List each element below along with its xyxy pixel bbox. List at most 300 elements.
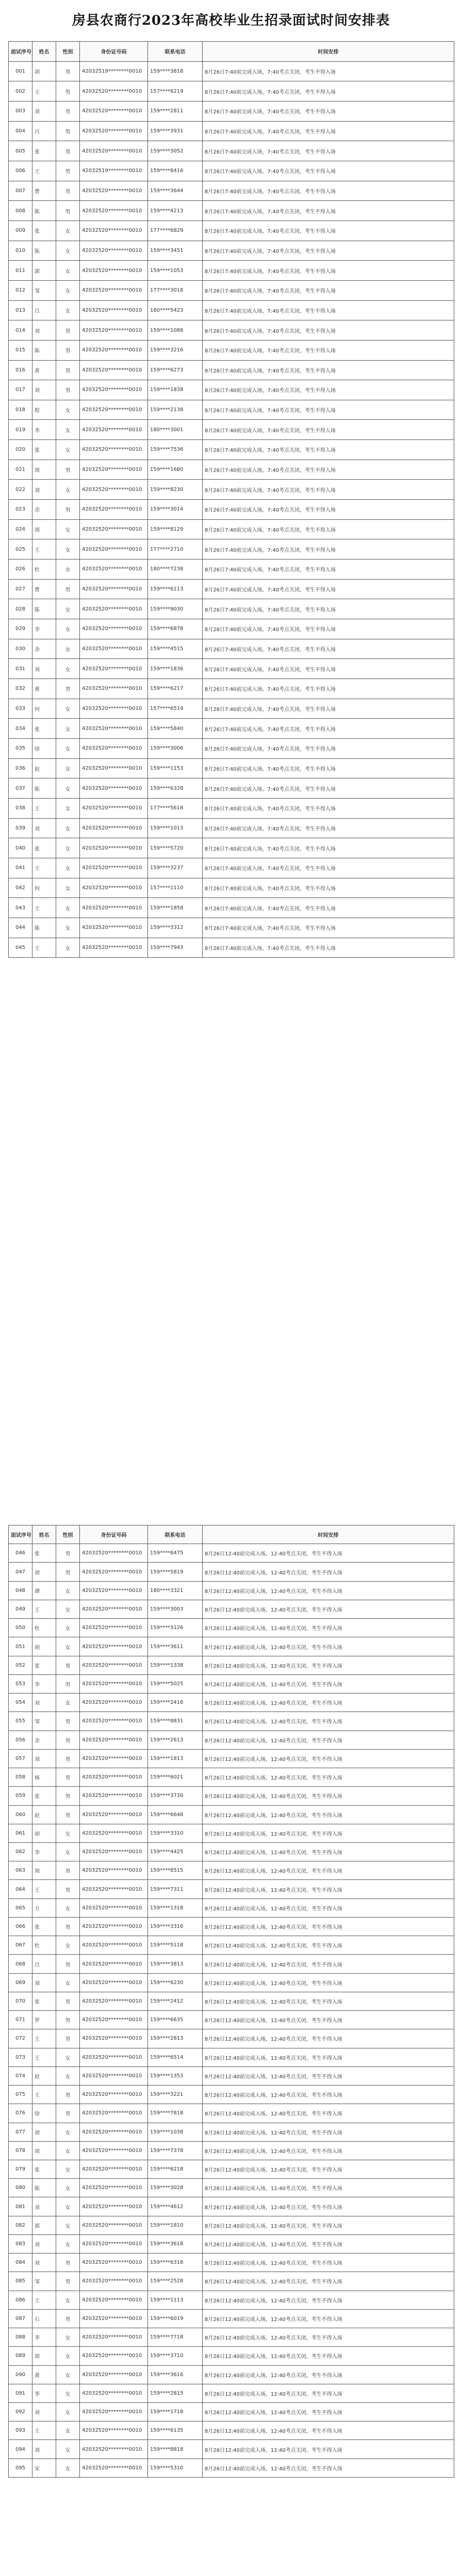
- cell-gender: 女: [56, 2179, 80, 2197]
- cell-phone: 159****1353: [148, 2066, 203, 2085]
- header-name: 姓名: [32, 42, 56, 62]
- cell-schedule: 8月26日12:40前完成入场，12:40考点关闭，考生不得入场: [203, 2234, 454, 2253]
- cell-schedule: 8月26日12:40前完成入场，12:40考点关闭，考生不得入场: [203, 2123, 454, 2141]
- cell-interview-no: 007: [9, 181, 32, 201]
- table-row: [9, 858, 454, 878]
- cell-id-number: 42032520********0010: [80, 1824, 148, 1842]
- cell-gender: 女: [56, 2141, 80, 2160]
- cell-phone: 159****8230: [148, 480, 203, 500]
- cell-gender: 男: [56, 1674, 80, 1693]
- header-id-number: 身份证号码: [80, 42, 148, 62]
- cell-interview-no: 040: [9, 838, 32, 858]
- cell-id-number: 42032520********0010: [80, 1768, 148, 1787]
- cell-schedule: 8月26日7:40前完成入场，7:40考点关闭，考生不得入场: [203, 61, 454, 81]
- cell-schedule: 8月26日12:40前完成入场，12:40考点关闭，考生不得入场: [203, 2048, 454, 2066]
- cell-gender: 女: [56, 221, 80, 241]
- cell-interview-no: 032: [9, 679, 32, 699]
- cell-gender: 男: [56, 2086, 80, 2104]
- cell-name: 王: [32, 938, 56, 958]
- cell-gender: 女: [56, 798, 80, 818]
- cell-schedule: 8月26日7:40前完成入场，7:40考点关闭，考生不得入场: [203, 918, 454, 938]
- cell-interview-no: 023: [9, 500, 32, 520]
- cell-gender: 男: [56, 1731, 80, 1749]
- cell-schedule: 8月26日7:40前完成入场，7:40考点关闭，考生不得入场: [203, 480, 454, 500]
- cell-gender: 男: [56, 579, 80, 599]
- cell-interview-no: 059: [9, 1787, 32, 1805]
- cell-interview-no: 088: [9, 2328, 32, 2347]
- cell-gender: 女: [56, 440, 80, 460]
- cell-gender: 女: [56, 778, 80, 799]
- cell-id-number: 42032520********0010: [80, 440, 148, 460]
- cell-phone: 159****4213: [148, 201, 203, 221]
- cell-name: 陈: [32, 2179, 56, 2197]
- cell-interview-no: 053: [9, 1674, 32, 1693]
- cell-name: 王: [32, 161, 56, 181]
- cell-gender: 女: [56, 2440, 80, 2459]
- cell-gender: 男: [56, 460, 80, 480]
- cell-phone: 159****6230: [148, 1973, 203, 1992]
- cell-interview-no: 042: [9, 878, 32, 898]
- cell-gender: 女: [56, 2048, 80, 2066]
- cell-id-number: 42032520********0010: [80, 1861, 148, 1880]
- table-row: [9, 778, 454, 799]
- cell-id-number: 42032520********0010: [80, 241, 148, 261]
- cell-interview-no: 076: [9, 2104, 32, 2123]
- cell-phone: 159****1813: [148, 1749, 203, 1768]
- cell-name: 吕: [32, 1955, 56, 1973]
- cell-phone: 159****6648: [148, 1805, 203, 1824]
- table-row: [9, 1842, 454, 1861]
- cell-gender: 男: [56, 2104, 80, 2123]
- cell-schedule: 8月26日7:40前完成入场，7:40考点关闭，考生不得入场: [203, 201, 454, 221]
- cell-interview-no: 068: [9, 1955, 32, 1973]
- table-row: [9, 121, 454, 141]
- table-row: [9, 2141, 454, 2160]
- table-row: [9, 699, 454, 719]
- cell-name: 邹: [32, 280, 56, 300]
- cell-schedule: 8月26日7:40前完成入场，7:40考点关闭，考生不得入场: [203, 440, 454, 460]
- cell-id-number: 42032520********0010: [80, 181, 148, 201]
- table-row: [9, 1544, 454, 1563]
- cell-name: 刘: [32, 2234, 56, 2253]
- cell-schedule: 8月26日12:40前完成入场，12:40考点关闭，考生不得入场: [203, 1955, 454, 1973]
- table-row: [9, 918, 454, 938]
- cell-gender: 男: [56, 1955, 80, 1973]
- table-row: [9, 659, 454, 679]
- cell-id-number: 42032520********0010: [80, 2123, 148, 2141]
- cell-schedule: 8月26日12:40前完成入场，12:40考点关闭，考生不得入场: [203, 2309, 454, 2328]
- cell-phone: 159****3014: [148, 500, 203, 520]
- cell-name: 刘: [32, 480, 56, 500]
- cell-phone: 159****3618: [148, 2234, 203, 2253]
- cell-interview-no: 052: [9, 1656, 32, 1674]
- cell-interview-no: 049: [9, 1600, 32, 1618]
- cell-id-number: 42032520********0010: [80, 1656, 148, 1674]
- cell-gender: 女: [56, 2197, 80, 2216]
- table-row: [9, 2403, 454, 2421]
- cell-gender: 女: [56, 858, 80, 878]
- cell-gender: 男: [56, 1563, 80, 1581]
- cell-gender: 女: [56, 2421, 80, 2440]
- table-row: [9, 1880, 454, 1899]
- cell-schedule: 8月26日12:40前完成入场，12:40考点关闭，考生不得入场: [203, 2291, 454, 2309]
- cell-interview-no: 083: [9, 2234, 32, 2253]
- table-row: [9, 261, 454, 281]
- cell-gender: 女: [56, 2459, 80, 2477]
- cell-name: 李: [32, 619, 56, 639]
- cell-id-number: 42032520********0010: [80, 2421, 148, 2440]
- cell-id-number: 42032520********0010: [80, 2029, 148, 2048]
- cell-schedule: 8月26日7:40前完成入场，7:40考点关闭，考生不得入场: [203, 400, 454, 420]
- table-row: [9, 2440, 454, 2459]
- cell-phone: 180****5423: [148, 300, 203, 320]
- cell-id-number: 42032520********0010: [80, 519, 148, 539]
- cell-name: 刘: [32, 1693, 56, 1712]
- cell-id-number: 42032520********0010: [80, 719, 148, 739]
- cell-interview-no: 056: [9, 1731, 32, 1749]
- table-row: [9, 101, 454, 121]
- cell-interview-no: 078: [9, 2141, 32, 2160]
- cell-phone: 159****8818: [148, 2440, 203, 2459]
- cell-gender: 女: [56, 560, 80, 580]
- cell-interview-no: 030: [9, 639, 32, 659]
- cell-name: 刘: [32, 1749, 56, 1768]
- cell-interview-no: 025: [9, 539, 32, 560]
- cell-phone: 159****6113: [148, 579, 203, 599]
- cell-id-number: 42032520********0010: [80, 101, 148, 121]
- cell-schedule: 8月26日12:40前完成入场，12:40考点关闭，考生不得入场: [203, 2440, 454, 2459]
- cell-interview-no: 061: [9, 1824, 32, 1842]
- cell-phone: 159****2416: [148, 1693, 203, 1712]
- table-row: [9, 878, 454, 898]
- cell-name: 刘: [32, 2403, 56, 2421]
- cell-name: 张: [32, 1656, 56, 1674]
- cell-name: 周: [32, 1861, 56, 1880]
- cell-name: 胡: [32, 1563, 56, 1581]
- cell-schedule: 8月26日7:40前完成入场，7:40考点关闭，考生不得入场: [203, 898, 454, 918]
- cell-name: 张: [32, 221, 56, 241]
- cell-name: 徐: [32, 738, 56, 758]
- table-row: [9, 1693, 454, 1712]
- cell-interview-no: 024: [9, 519, 32, 539]
- cell-name: 王: [32, 2086, 56, 2104]
- cell-id-number: 42032520********0010: [80, 1787, 148, 1805]
- cell-id-number: 42032520********0010: [80, 1600, 148, 1618]
- cell-phone: 180****7238: [148, 560, 203, 580]
- table-row: [9, 1731, 454, 1749]
- cell-interview-no: 018: [9, 400, 32, 420]
- table-row: [9, 2216, 454, 2234]
- cell-name: 谭: [32, 1581, 56, 1600]
- table-row: [9, 758, 454, 778]
- cell-id-number: 42032520********0010: [80, 380, 148, 400]
- cell-interview-no: 038: [9, 798, 32, 818]
- cell-id-number: 42032520********0010: [80, 1749, 148, 1768]
- cell-gender: 女: [56, 639, 80, 659]
- cell-phone: 180****3321: [148, 1581, 203, 1600]
- cell-phone: 159****3316: [148, 1917, 203, 1936]
- cell-interview-no: 081: [9, 2197, 32, 2216]
- cell-id-number: 42032520********0010: [80, 1674, 148, 1693]
- cell-name: 曹: [32, 181, 56, 201]
- cell-id-number: 42032520********0010: [80, 2216, 148, 2234]
- cell-interview-no: 016: [9, 360, 32, 380]
- cell-name: 陈: [32, 599, 56, 619]
- table-row: [9, 2179, 454, 2197]
- cell-schedule: 8月26日12:40前完成入场，12:40考点关闭，考生不得入场: [203, 1619, 454, 1637]
- cell-schedule: 8月26日12:40前完成入场，12:40考点关闭，考生不得入场: [203, 1917, 454, 1936]
- cell-schedule: 8月26日7:40前完成入场，7:40考点关闭，考生不得入场: [203, 141, 454, 161]
- table-row: [9, 1861, 454, 1880]
- cell-interview-no: 046: [9, 1544, 32, 1563]
- cell-phone: 159****2815: [148, 2384, 203, 2402]
- cell-id-number: 42032520********0010: [80, 2197, 148, 2216]
- table-row: [9, 2234, 454, 2253]
- cell-interview-no: 082: [9, 2216, 32, 2234]
- table-row: [9, 1992, 454, 2010]
- cell-phone: 159****3003: [148, 1600, 203, 1618]
- cell-name: 刘: [32, 2440, 56, 2459]
- cell-schedule: 8月26日7:40前完成入场，7:40考点关闭，考生不得入场: [203, 699, 454, 719]
- cell-phone: 159****6475: [148, 1544, 203, 1563]
- cell-phone: 159****7378: [148, 2141, 203, 2160]
- cell-interview-no: 022: [9, 480, 32, 500]
- cell-name: 陈: [32, 778, 56, 799]
- table-row: [9, 1656, 454, 1674]
- cell-interview-no: 012: [9, 280, 32, 300]
- cell-id-number: 42032520********0010: [80, 1712, 148, 1731]
- cell-phone: 159****6218: [148, 2160, 203, 2178]
- cell-gender: 男: [56, 2272, 80, 2291]
- cell-phone: 159****3730: [148, 1787, 203, 1805]
- cell-id-number: 42032520********0010: [80, 778, 148, 799]
- cell-phone: 159****7818: [148, 2104, 203, 2123]
- cell-id-number: 42032520********0010: [80, 2384, 148, 2402]
- table-row: [9, 1619, 454, 1637]
- cell-interview-no: 084: [9, 2253, 32, 2272]
- cell-interview-no: 008: [9, 201, 32, 221]
- cell-gender: 女: [56, 539, 80, 560]
- cell-interview-no: 055: [9, 1712, 32, 1731]
- table-row: [9, 938, 454, 958]
- cell-schedule: 8月26日12:40前完成入场，12:40考点关闭，考生不得入场: [203, 1563, 454, 1581]
- cell-phone: 159****2811: [148, 101, 203, 121]
- cell-gender: 女: [56, 659, 80, 679]
- table-row: [9, 320, 454, 341]
- table-row: [9, 181, 454, 201]
- cell-gender: 女: [56, 280, 80, 300]
- cell-id-number: 42032520********0010: [80, 1619, 148, 1637]
- cell-phone: 159****6217: [148, 679, 203, 699]
- cell-gender: 男: [56, 2029, 80, 2048]
- cell-interview-no: 058: [9, 1768, 32, 1787]
- cell-gender: 女: [56, 2216, 80, 2234]
- cell-phone: 180****3001: [148, 420, 203, 440]
- cell-interview-no: 063: [9, 1861, 32, 1880]
- cell-id-number: 42032520********0010: [80, 1731, 148, 1749]
- cell-schedule: 8月26日7:40前完成入场，7:40考点关闭，考生不得入场: [203, 340, 454, 360]
- cell-schedule: 8月26日12:40前完成入场，12:40考点关闭，考生不得入场: [203, 2253, 454, 2272]
- cell-id-number: 42032520********0010: [80, 1936, 148, 1955]
- cell-phone: 159****3028: [148, 2179, 203, 2197]
- cell-interview-no: 080: [9, 2179, 32, 2197]
- cell-gender: 女: [56, 838, 80, 858]
- table-row: [9, 420, 454, 440]
- schedule-table-morning: [8, 41, 454, 958]
- cell-phone: 177****2710: [148, 539, 203, 560]
- cell-schedule: 8月26日12:40前完成入场，12:40考点关闭，考生不得入场: [203, 1992, 454, 2010]
- cell-phone: 159****8831: [148, 1712, 203, 1731]
- table-row: [9, 1768, 454, 1787]
- table-row: [9, 639, 454, 659]
- cell-schedule: 8月26日7:40前完成入场，7:40考点关闭，考生不得入场: [203, 280, 454, 300]
- cell-schedule: 8月26日12:40前完成入场，12:40考点关闭，考生不得入场: [203, 2029, 454, 2048]
- table-row: [9, 480, 454, 500]
- cell-schedule: 8月26日7:40前完成入场，7:40考点关闭，考生不得入场: [203, 360, 454, 380]
- cell-interview-no: 060: [9, 1805, 32, 1824]
- cell-name: 黄: [32, 679, 56, 699]
- cell-schedule: 8月26日12:40前完成入场，12:40考点关闭，考生不得入场: [203, 2347, 454, 2365]
- table-row: [9, 201, 454, 221]
- cell-phone: 159****6318: [148, 2253, 203, 2272]
- cell-schedule: 8月26日12:40前完成入场，12:40考点关闭，考生不得入场: [203, 1899, 454, 1917]
- cell-interview-no: 073: [9, 2048, 32, 2066]
- cell-gender: 男: [56, 500, 80, 520]
- cell-id-number: 42032520********0010: [80, 360, 148, 380]
- cell-schedule: 8月26日7:40前完成入场，7:40考点关闭，考生不得入场: [203, 659, 454, 679]
- cell-gender: 女: [56, 599, 80, 619]
- cell-id-number: 42032520********0010: [80, 2328, 148, 2347]
- cell-name: 张: [32, 1544, 56, 1563]
- cell-phone: 159****2412: [148, 1992, 203, 2010]
- table-row: [9, 2160, 454, 2178]
- cell-gender: 男: [56, 360, 80, 380]
- cell-interview-no: 092: [9, 2403, 32, 2421]
- cell-phone: 159****6135: [148, 2421, 203, 2440]
- cell-id-number: 42032520********0010: [80, 798, 148, 818]
- cell-gender: 男: [56, 1656, 80, 1674]
- table-row: [9, 679, 454, 699]
- cell-id-number: 42032520********0010: [80, 539, 148, 560]
- cell-gender: 男: [56, 1712, 80, 1731]
- cell-gender: 女: [56, 1936, 80, 1955]
- cell-name: 李: [32, 2384, 56, 2402]
- cell-id-number: 42032520********0010: [80, 201, 148, 221]
- cell-id-number: 42032520********0010: [80, 460, 148, 480]
- cell-phone: 159****1013: [148, 818, 203, 838]
- cell-gender: 女: [56, 519, 80, 539]
- cell-name: 刘: [32, 101, 56, 121]
- cell-id-number: 42032520********0010: [80, 699, 148, 719]
- cell-phone: 177****6829: [148, 221, 203, 241]
- cell-phone: 159****1113: [148, 2291, 203, 2309]
- cell-phone: 159****7943: [148, 938, 203, 958]
- cell-interview-no: 070: [9, 1992, 32, 2010]
- cell-phone: 159****5310: [148, 2459, 203, 2477]
- cell-schedule: 8月26日12:40前完成入场，12:40考点关闭，考生不得入场: [203, 1674, 454, 1693]
- cell-schedule: 8月26日7:40前完成入场，7:40考点关闭，考生不得入场: [203, 758, 454, 778]
- table-row: [9, 798, 454, 818]
- cell-name: 郭: [32, 2216, 56, 2234]
- cell-gender: 女: [56, 738, 80, 758]
- cell-schedule: 8月26日7:40前完成入场，7:40考点关闭，考生不得入场: [203, 221, 454, 241]
- cell-id-number: 42032520********0010: [80, 2440, 148, 2459]
- cell-name: 王: [32, 2291, 56, 2309]
- table-row: [9, 2365, 454, 2384]
- table-row: [9, 2123, 454, 2141]
- cell-id-number: 42032520********0010: [80, 2086, 148, 2104]
- cell-schedule: 8月26日12:40前完成入场，12:40考点关闭，考生不得入场: [203, 2459, 454, 2477]
- cell-schedule: 8月26日7:40前完成入场，7:40考点关闭，考生不得入场: [203, 519, 454, 539]
- cell-interview-no: 072: [9, 2029, 32, 2048]
- cell-interview-no: 079: [9, 2160, 32, 2178]
- cell-interview-no: 009: [9, 221, 32, 241]
- cell-name: 陈: [32, 340, 56, 360]
- cell-name: 杜: [32, 1936, 56, 1955]
- cell-schedule: 8月26日12:40前完成入场，12:40考点关闭，考生不得入场: [203, 1581, 454, 1600]
- cell-interview-no: 036: [9, 758, 32, 778]
- cell-id-number: 42032520********0010: [80, 2066, 148, 2085]
- cell-id-number: 42032520********0010: [80, 738, 148, 758]
- cell-id-number: 42032520********0010: [80, 2234, 148, 2253]
- cell-phone: 177****3018: [148, 280, 203, 300]
- cell-id-number: 42032520********0010: [80, 858, 148, 878]
- cell-interview-no: 033: [9, 699, 32, 719]
- cell-interview-no: 044: [9, 918, 32, 938]
- cell-interview-no: 077: [9, 2123, 32, 2141]
- table-row: [9, 2272, 454, 2291]
- table-row: [9, 1563, 454, 1581]
- cell-id-number: 42032520********0010: [80, 500, 148, 520]
- cell-phone: 159****1810: [148, 2216, 203, 2234]
- cell-id-number: 42032520********0010: [80, 261, 148, 281]
- cell-interview-no: 062: [9, 1842, 32, 1861]
- table-row: [9, 300, 454, 320]
- cell-id-number: 42032520********0010: [80, 320, 148, 341]
- cell-schedule: 8月26日12:40前完成入场，12:40考点关闭，考生不得入场: [203, 1936, 454, 1955]
- cell-gender: 女: [56, 1899, 80, 1917]
- table-row: [9, 280, 454, 300]
- table-row: [9, 2066, 454, 2085]
- cell-name: 吕: [32, 300, 56, 320]
- table-row: [9, 2291, 454, 2309]
- cell-gender: 女: [56, 2066, 80, 2085]
- cell-interview-no: 071: [9, 2011, 32, 2029]
- table-row: [9, 1581, 454, 1600]
- cell-name: 赵: [32, 1805, 56, 1824]
- cell-gender: 女: [56, 1600, 80, 1618]
- cell-interview-no: 029: [9, 619, 32, 639]
- cell-schedule: 8月26日12:40前完成入场，12:40考点关闭，考生不得入场: [203, 2216, 454, 2234]
- cell-phone: 159****5025: [148, 1674, 203, 1693]
- cell-interview-no: 028: [9, 599, 32, 619]
- cell-gender: 男: [56, 1917, 80, 1936]
- cell-schedule: 8月26日7:40前完成入场，7:40考点关闭，考生不得入场: [203, 798, 454, 818]
- cell-id-number: 42032520********0010: [80, 2160, 148, 2178]
- cell-phone: 159****3818: [148, 61, 203, 81]
- cell-gender: 男: [56, 1787, 80, 1805]
- cell-phone: 159****7311: [148, 1880, 203, 1899]
- cell-id-number: 42032520********0010: [80, 2141, 148, 2160]
- header-gender: 性别: [56, 1526, 80, 1544]
- cell-interview-no: 057: [9, 1749, 32, 1768]
- cell-gender: 男: [56, 2011, 80, 2029]
- cell-phone: 159****7536: [148, 440, 203, 460]
- cell-gender: 男: [56, 1992, 80, 2010]
- cell-schedule: 8月26日12:40前完成入场，12:40考点关闭，考生不得入场: [203, 2328, 454, 2347]
- cell-name: 李: [32, 1842, 56, 1861]
- cell-id-number: 42032520********0010: [80, 619, 148, 639]
